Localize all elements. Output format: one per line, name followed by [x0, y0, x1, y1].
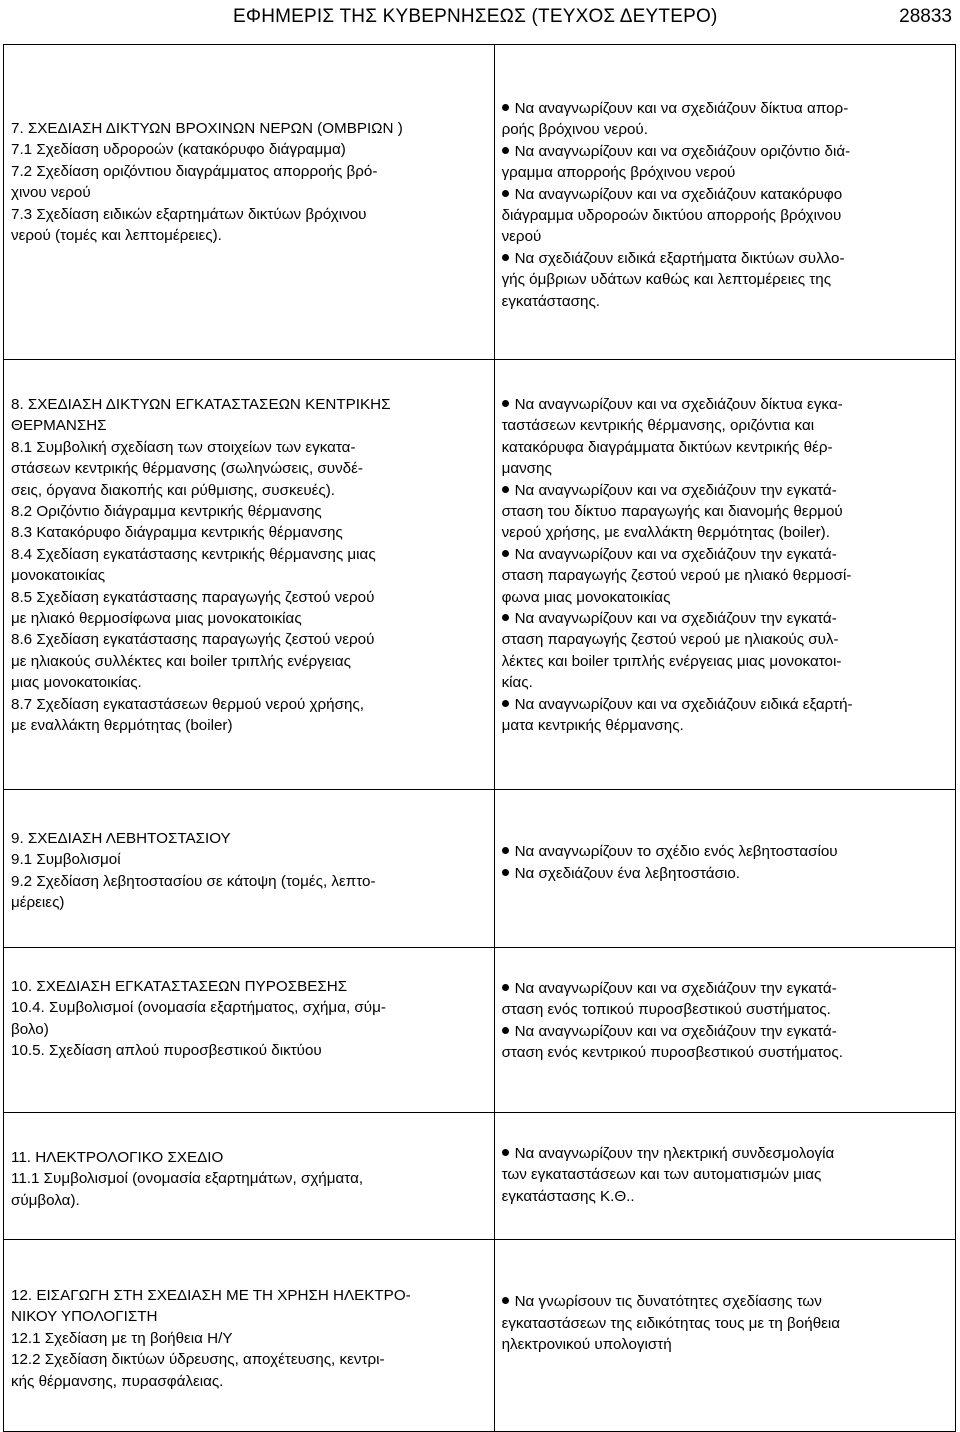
objective-text: ροής βρόχινου νερού.: [501, 121, 648, 139]
objective-line: [502, 999, 947, 1020]
topic-line: με ηλιακό θερμοσίφωνα μιας μονοκατοικίας: [11, 610, 302, 628]
objective-line: [502, 522, 947, 543]
bullet-icon: [502, 486, 509, 493]
objective-text: σταση παραγωγής ζεστού νερού με ηλιακό θερμοσί-: [501, 567, 852, 585]
bullet-icon: [502, 847, 509, 854]
topic-line: 7. ΣΧΕΔΙΑΣΗ ΔΙΚΤΥΩΝ ΒΡΟΧΙΝΩΝ ΝΕΡΩΝ (ΟΜΒΡΙΩΝ ): [11, 120, 403, 137]
objective-line: [502, 672, 947, 693]
objective-text: Να αναγνωρίζουν και να σχεδιάζουν οριζόντιο διά-: [514, 142, 851, 160]
section-topics-cell: [4, 1240, 495, 1432]
learning-objectives-cell: [494, 1240, 955, 1432]
gazette-title: ΕΦΗΜΕΡΙΣ ΤΗΣ ΚΥΒΕΡΝΗΣΕΩΣ (ΤΕΥΧΟΣ ΔΕΥΤΕΡΟ): [233, 6, 718, 27]
topic-line: σεις, όργανα διακοπής και ρύθμισης, συσκευές).: [11, 481, 336, 499]
topic-line: 9. ΣΧΕΔΙΑΣΗ ΛΕΒΗΤΟΣΤΑΣΙΟΥ: [11, 830, 231, 847]
objective-text: εγκατάστασης Κ.Θ..: [501, 1187, 635, 1205]
objective-text: γραμμα απορροής βρόχινου νερού: [501, 164, 736, 182]
objective-line: [502, 141, 947, 162]
topic-line: σύμβολα).: [11, 1191, 80, 1209]
bullet-icon: [502, 1149, 509, 1156]
objective-text: Να σχεδιάζουν ειδικά εξαρτήματα δικτύων συλλο-: [514, 249, 845, 267]
table-row: [4, 45, 956, 360]
objective-line: [502, 694, 947, 715]
objective-text: εγκατάστασης.: [501, 292, 600, 310]
topic-line: 7.3 Σχεδίαση ειδικών εξαρτημάτων δικτύων βρόχινου: [11, 205, 367, 223]
objective-line: [502, 1313, 947, 1334]
objective-text: Να αναγνωρίζουν και να σχεδιάζουν ειδικά εξαρτή-: [514, 695, 853, 713]
objective-text: λέκτες και boiler τριπλής ενέργειας μιας μονοκατοι-: [501, 652, 842, 670]
objective-text: Να αναγνωρίζουν και να σχεδιάζουν κατακόρυφο: [514, 185, 843, 203]
objective-line: [502, 480, 947, 501]
objective-line: [502, 1291, 947, 1312]
objective-line: [502, 978, 947, 999]
objective-text: Να αναγνωρίζουν και να σχεδιάζουν την εγκατά-: [514, 610, 837, 628]
objective-line: [502, 291, 947, 312]
section-topics-cell: [4, 45, 495, 360]
objective-text: Να αναγνωρίζουν και να σχεδιάζουν δίκτυα απορ-: [514, 100, 849, 117]
topic-line: 8.6 Σχεδίαση εγκατάστασης παραγωγής ζεστού νερού: [11, 631, 375, 649]
topic-line: 12.1 Σχεδίαση με τη βοήθεια Η/Υ: [11, 1329, 233, 1347]
objective-line: [502, 248, 947, 269]
topic-line: 8.4 Σχεδίαση εγκατάστασης κεντρικής θέρμανσης μιας: [11, 545, 376, 563]
objective-text: Να αναγνωρίζουν την ηλεκτρική συνδεσμολογία: [514, 1145, 835, 1162]
objective-text: Να αναγνωρίζουν το σχέδιο ενός λεβητοστασίου: [514, 843, 838, 861]
table-row: [4, 1240, 956, 1432]
objective-text: διάγραμμα υδρορoών δικτύου απορροής βρόχινου: [501, 207, 842, 225]
topic-line: με εναλλάκτη θερμότητας (boiler): [11, 717, 233, 735]
page-number: 28833: [899, 6, 952, 27]
bullet-icon: [502, 190, 509, 197]
topic-line: με ηλιακούς συλλέκτες και boiler τριπλής ενέργειας: [11, 652, 352, 670]
bullet-icon: [502, 1297, 509, 1304]
objective-text: ματα κεντρικής θέρμανσης.: [501, 717, 684, 735]
table-row: [4, 948, 956, 1113]
topic-line: μέρειες): [11, 894, 65, 912]
learning-objectives-cell: [494, 790, 955, 948]
objective-text: Να αναγνωρίζουν και να σχεδιάζουν την εγκατά-: [514, 545, 837, 563]
bullet-icon: [502, 869, 509, 876]
objective-text: Να αναγνωρίζουν και να σχεδιάζουν δίκτυα εγκα-: [514, 396, 843, 413]
topic-line: μονοκατοικίας: [11, 567, 106, 585]
topic-line: 11.1 Συμβολισμοί (ονομασία εξαρτημάτων, σχήματα,: [11, 1170, 364, 1188]
section-topics-cell: [4, 790, 495, 948]
objective-line: [502, 119, 947, 140]
table-row: [4, 790, 956, 948]
bullet-icon: [502, 254, 509, 261]
topic-line: 10. ΣΧΕΔΙΑΣΗ ΕΓΚΑΤΑΣΤΑΣΕΩΝ ΠΥΡΟΣΒΕΣΗΣ: [11, 978, 348, 995]
objective-line: [502, 651, 947, 672]
learning-objectives-cell: [494, 948, 955, 1113]
objective-text: σταση παραγωγής ζεστού νερού με ηλιακούς συλ-: [501, 631, 839, 649]
objective-line: [502, 394, 947, 415]
objective-text: γής όμβριων υδάτων καθώς και λεπτομέρειες της: [501, 271, 832, 289]
objective-line: [502, 544, 947, 565]
objective-line: [502, 1334, 947, 1355]
objective-line: [502, 501, 947, 522]
objective-line: [502, 205, 947, 226]
objective-line: [502, 841, 947, 862]
bullet-icon: [502, 550, 509, 557]
objective-text: Να γνωρίσουν τις δυνατότητες σχεδίασης των: [514, 1293, 822, 1311]
page-header: [0, 0, 960, 44]
bullet-icon: [502, 700, 509, 707]
topic-line: 8. ΣΧΕΔΙΑΣΗ ΔΙΚΤΥΩΝ ΕΓΚΑΤΑΣΤΑΣΕΩΝ ΚΕΝΤΡΙΚΗΣ: [11, 396, 391, 413]
topic-line: 8.5 Σχεδίαση εγκατάστασης παραγωγής ζεστού νερού: [11, 588, 375, 606]
objective-line: [502, 1021, 947, 1042]
topic-line: 11. ΗΛΕΚΤΡΟΛΟΓΙΚΟ ΣΧΕΔΙΟ: [11, 1149, 224, 1166]
objective-line: [502, 587, 947, 608]
objective-line: [502, 629, 947, 650]
topic-line: κής θέρμανσης, πυρασφάλειας.: [11, 1372, 224, 1390]
objective-text: σταση του δίκτυο παραγωγής και διανομής θερμού: [501, 503, 843, 521]
objective-line: [502, 98, 947, 119]
objective-line: [502, 820, 947, 841]
topic-line: 8.3 Κατακόρυφο διάγραμμα κεντρικής θέρμανσης: [11, 524, 343, 542]
objective-text: κίας.: [501, 674, 533, 692]
table-row: [4, 360, 956, 790]
learning-objectives-cell: [494, 45, 955, 360]
topic-line: στάσεων κεντρικής θέρμανσης (σωληνώσεις, συνδέ-: [11, 460, 363, 478]
topic-line: μιας μονοκατοικίας.: [11, 674, 142, 692]
objective-text: σταση ενός τοπικού πυροσβεστικού συστήματος.: [501, 1001, 831, 1019]
objective-line: [502, 565, 947, 586]
topic-line: νερού (τομές και λεπτομέρειες).: [11, 227, 222, 245]
objective-line: [502, 1186, 947, 1207]
section-topics-cell: [4, 948, 495, 1113]
objective-text: κατακόρυφα διαγράμματα δικτύων κεντρικής θέρ-: [501, 438, 833, 456]
bullet-icon: [502, 400, 509, 407]
bullet-icon: [502, 614, 509, 621]
objective-line: [502, 226, 947, 247]
objective-text: νερού χρήσης, με εναλλάκτη θερμότητας (boiler).: [501, 524, 830, 542]
objective-line: [502, 1164, 947, 1185]
section-topics-cell: [4, 1113, 495, 1240]
learning-objectives-cell: [494, 360, 955, 790]
topic-line: χινου νερού: [11, 184, 91, 202]
bullet-icon: [502, 1027, 509, 1034]
topic-line: βολο): [11, 1020, 49, 1038]
topic-line: 8.2 Οριζόντιο διάγραμμα κεντρικής θέρμανσης: [11, 503, 322, 521]
objective-line: [502, 184, 947, 205]
topic-line: 10.4. Συμβολισμοί (ονομασία εξαρτήματος, σχήμα, σύμ-: [11, 999, 386, 1017]
objective-line: [502, 269, 947, 290]
topic-line: 12. ΕΙΣΑΓΩΓΗ ΣΤΗ ΣΧΕΔΙΑΣΗ ΜΕ ΤΗ ΧΡΗΣΗ ΗΛΕΚΤΡΟ-: [11, 1287, 411, 1304]
objective-text: σταση ενός κεντρικού πυροσβεστικού συστήματος.: [501, 1044, 843, 1062]
section-topics-cell: [4, 360, 495, 790]
topic-line: 10.5. Σχεδίαση απλού πυροσβεστικού δικτύου: [11, 1042, 322, 1060]
topic-line: 8.7 Σχεδίαση εγκαταστάσεων θερμού νερού χρήσης,: [11, 695, 364, 713]
bullet-icon: [502, 147, 509, 154]
objective-text: μανσης: [501, 460, 552, 478]
curriculum-table: [3, 44, 956, 1432]
objective-text: Να αναγνωρίζουν και να σχεδιάζουν την εγκατά-: [514, 980, 837, 997]
objective-text: Να αναγνωρίζουν και να σχεδιάζουν την εγκατά-: [514, 1022, 837, 1040]
objective-line: [502, 458, 947, 479]
topic-line: 7.1 Σχεδίαση υδρορoών (κατακόρυφο διάγραμμα): [11, 141, 346, 159]
objective-line: [502, 1143, 947, 1164]
objective-line: [502, 1042, 947, 1063]
topic-line: ΘΕΡΜΑΝΣΗΣ: [11, 417, 107, 435]
objective-line: [502, 1270, 947, 1291]
objective-text: Να αναγνωρίζουν και να σχεδιάζουν την εγκατά-: [514, 481, 837, 499]
bullet-icon: [502, 104, 509, 111]
objective-line: [502, 437, 947, 458]
table-row: [4, 1113, 956, 1240]
topic-line: 7.2 Σχεδίαση οριζόντιου διαγράμματος απορροής βρό-: [11, 162, 378, 180]
topic-line: 9.1 Συμβολισμοί: [11, 851, 121, 869]
objective-line: [502, 162, 947, 183]
objective-line: [502, 863, 947, 884]
topic-line: 12.2 Σχεδίαση δικτύων ύδρευσης, αποχέτευσης, κεντρι-: [11, 1351, 385, 1369]
objective-text: εγκαταστάσεων της ειδικότητας τους με τη βοήθεια: [501, 1314, 841, 1332]
topic-line: 8.1 Συμβολική σχεδίαση των στοιχείων των εγκατα-: [11, 438, 356, 456]
objective-text: φωνα μιας μονοκατοικίας: [501, 588, 671, 606]
objective-text: των εγκαταστάσεων και των αυτοματισμών μιας: [501, 1166, 822, 1184]
objective-text: Να σχεδιάζουν ένα λεβητοστάσιο.: [514, 864, 740, 882]
learning-objectives-cell: [494, 1113, 955, 1240]
objective-line: [502, 608, 947, 629]
objective-text: ηλεκτρονικού υπολογιστή: [501, 1336, 672, 1354]
objective-line: [502, 415, 947, 436]
objective-text: ταστάσεων κεντρικής θέρμανσης, οριζόντια και: [501, 417, 815, 435]
bullet-icon: [502, 984, 509, 991]
objective-line: [502, 715, 947, 736]
objective-text: νερού: [501, 228, 542, 246]
topic-line: ΝΙΚΟΥ ΥΠΟΛΟΓΙΣΤΗ: [11, 1308, 158, 1326]
topic-line: 9.2 Σχεδίαση λεβητοστασίου σε κάτοψη (τομές, λεπτο-: [11, 872, 376, 890]
